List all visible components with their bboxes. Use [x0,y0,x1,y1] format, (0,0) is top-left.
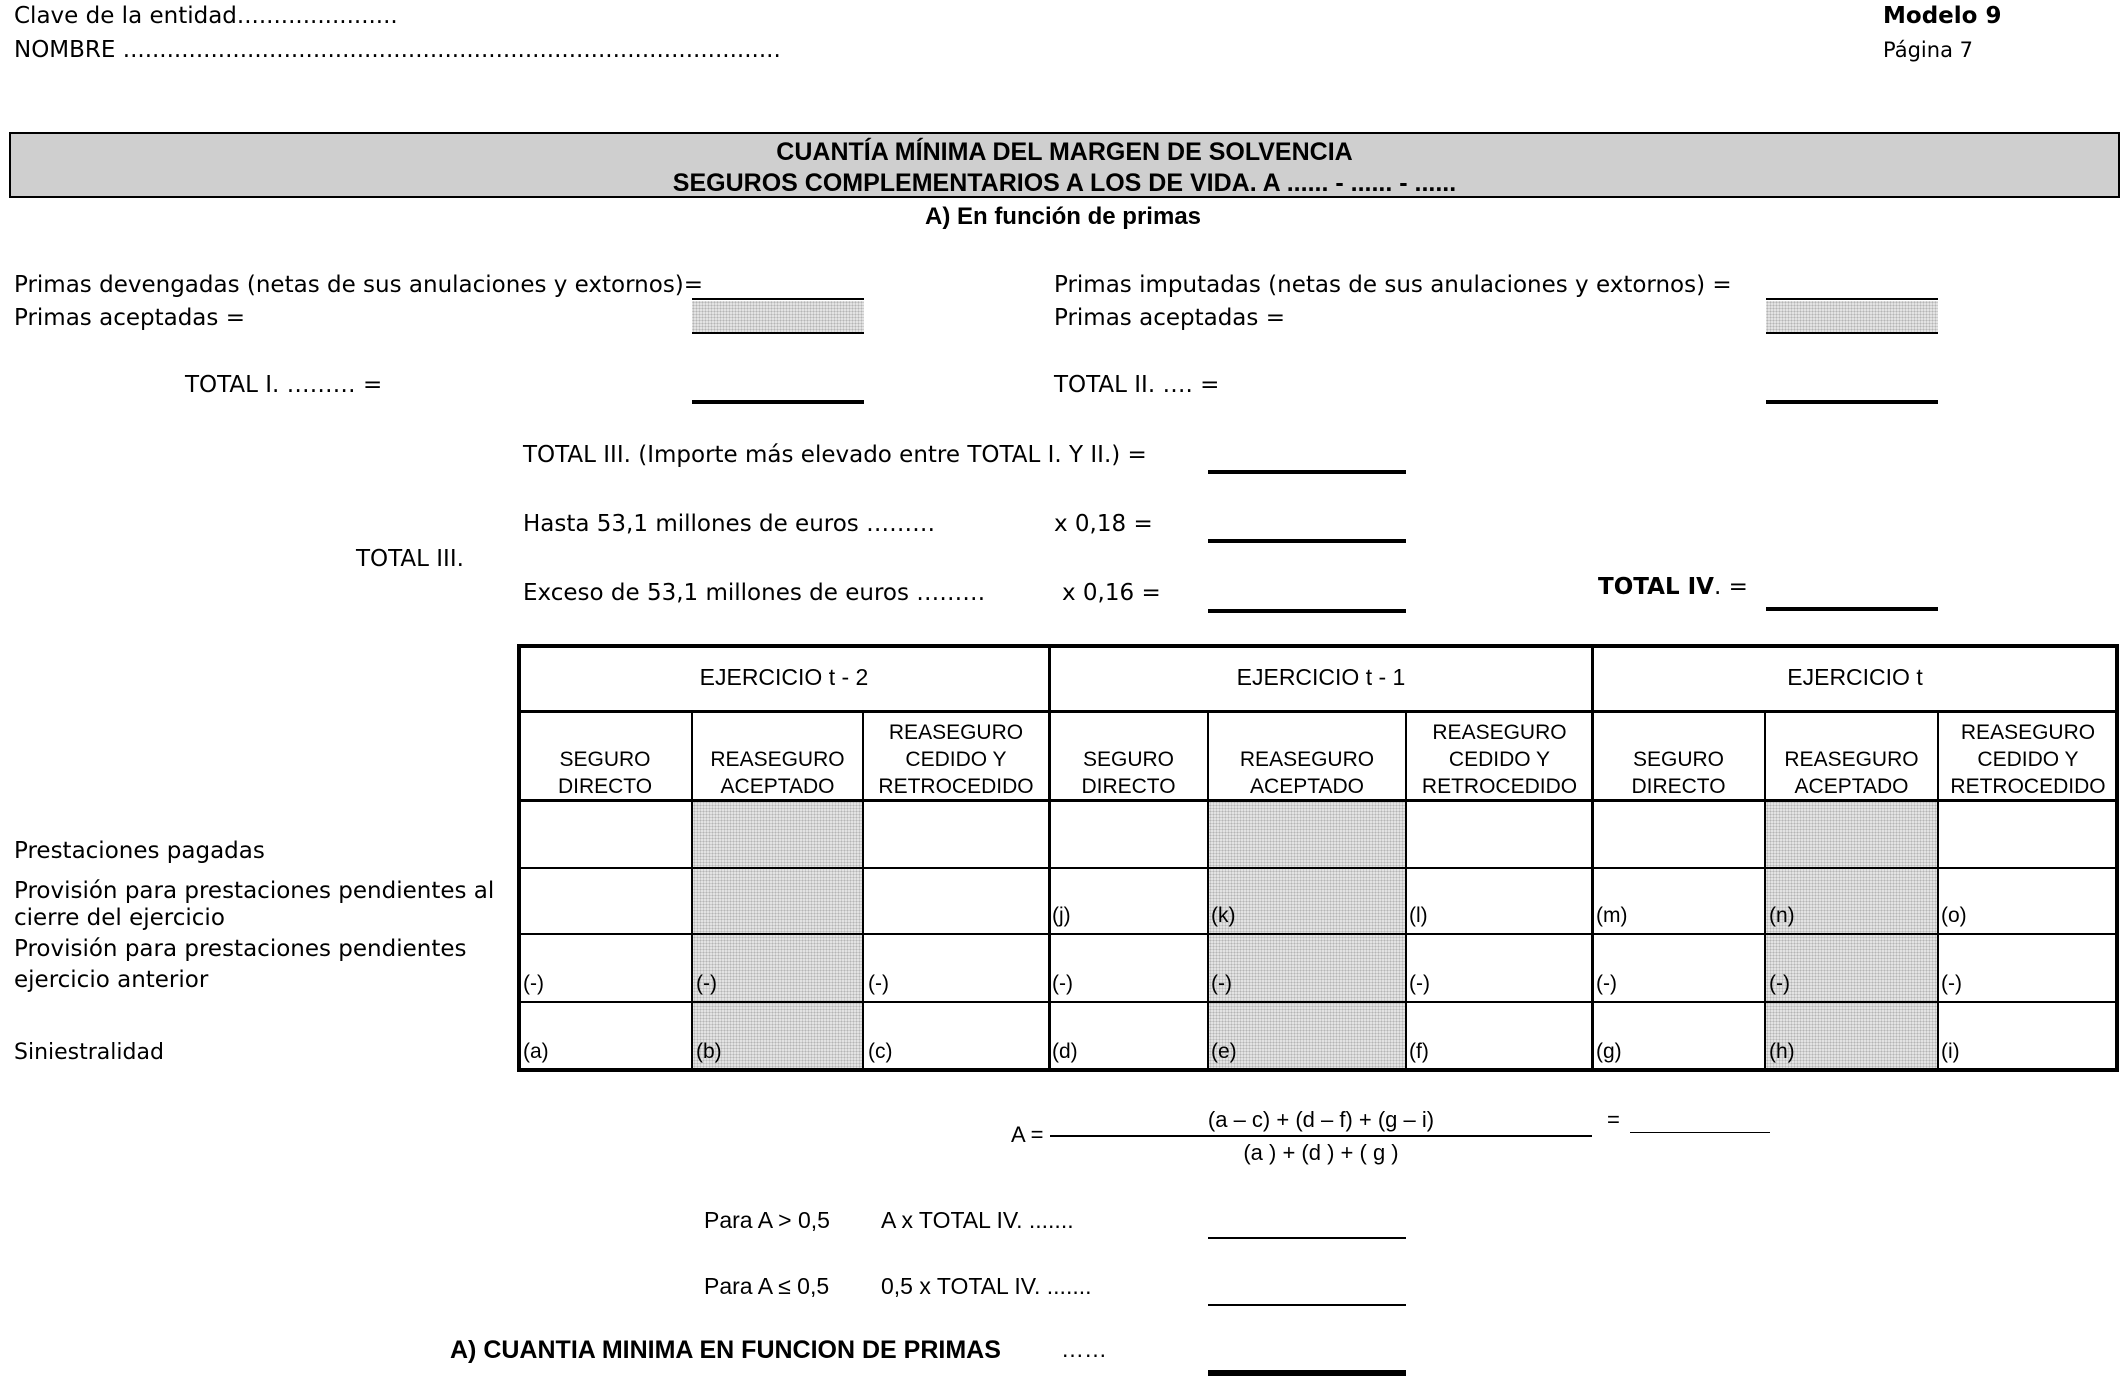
premiums-accepted-underline-right [1766,332,1938,334]
total-3-field[interactable] [1208,470,1406,474]
excess-result-field[interactable] [1208,609,1406,613]
premiums-accepted-field-right[interactable] [1766,301,1938,332]
col-header-ceded [1407,712,1592,800]
formula-lhs: A = [1011,1122,1044,1147]
group-header-t-1: EJERCICIO t - 1 [1236,664,1406,690]
total-4-label [1598,574,1748,600]
cell-marker: (e) [1211,1040,1237,1063]
col-header-line: RETROCEDIDO [878,775,1034,798]
col-header-line: RETROCEDIDO [1421,775,1578,798]
premiums-accepted-label-left: Primas aceptadas = [14,305,245,331]
cell-marker: (j) [1052,904,1071,927]
excess-factor: x 0,16 = [1062,580,1161,606]
col-header-line: REASEGURO [1239,748,1375,771]
model-number: Modelo 9 [1883,3,2002,29]
formula-numerator: (a – c) + (d – f) + (g – i) [1207,1107,1435,1132]
entity-name-label: NOMBRE .......................................................................................... [14,37,781,63]
row-label-loss-ratio: Siniestralidad [14,1040,164,1065]
condition-gt-value: A x TOTAL IV. ....... [881,1207,1074,1233]
cell-marker: (f) [1409,1040,1429,1063]
col-header-ceded [1939,712,2117,800]
col-header-line: REASEGURO [1432,721,1567,744]
cell-marker: (h) [1769,1040,1795,1063]
cell-marker: (-) [1052,972,1073,995]
group-header-t: EJERCICIO t [1787,664,1923,690]
col-header-line: RETROCEDIDO [1950,775,2106,798]
cell-marker: (-) [868,972,889,995]
cell-marker: (a) [523,1040,549,1063]
title-line-2: SEGUROS COMPLEMENTARIOS A LOS DE VIDA. A ...... - ...... - ...... [672,169,1457,197]
cell-marker: (n) [1769,904,1795,927]
condition-gt-label: Para A > 0,5 [704,1207,830,1233]
cell-marker: (-) [696,972,717,995]
premiums-accrued-field[interactable] [692,298,864,300]
excess-threshold-label: Exceso de 53,1 millones de euros ……… [523,580,986,606]
col-header-line: DIRECTO [557,775,653,798]
entity-key-label: Clave de la entidad...................... [14,3,398,29]
total-2-label: TOTAL II. …. = [1054,372,1220,398]
condition-gt-field[interactable] [1208,1237,1406,1239]
page-number: Página 7 [1883,38,1973,62]
col-header-ceded [864,712,1048,800]
row-divider [519,1001,2117,1003]
col-header-line: REASEGURO [710,748,845,771]
premiums-accepted-underline-left [692,332,864,334]
col-header-accepted [1209,712,1405,800]
final-amount-label: A) CUANTIA MINIMA EN FUNCION DE PRIMAS [450,1336,1001,1364]
cell-marker: (-) [1941,972,1962,995]
row-label-pending-prev-2: ejercicio anterior [14,967,209,993]
up-to-result-field[interactable] [1208,539,1406,543]
col-header-line: ACEPTADO [1794,775,1909,798]
total-4-field[interactable] [1766,607,1938,611]
total-2-field[interactable] [1766,400,1938,404]
premiums-accepted-field-left[interactable] [692,301,864,332]
col-header-direct [1593,712,1764,800]
condition-le-value: 0,5 x TOTAL IV. ....... [881,1273,1092,1299]
total-1-field[interactable] [692,400,864,404]
formula-result-field[interactable] [1630,1132,1770,1133]
up-to-threshold-label: Hasta 53,1 millones de euros ……… [523,511,936,537]
premiums-imputed-field[interactable] [1766,298,1938,300]
col-header-direct [519,712,691,800]
cell-marker: (l) [1409,904,1428,927]
total-3-side-label: TOTAL III. [356,546,464,572]
cell-marker: (i) [1941,1040,1960,1063]
cell-marker: (o) [1941,904,1967,927]
formula-equals: = [1607,1107,1620,1132]
col-header-direct [1050,712,1207,800]
col-header-line: REASEGURO [888,721,1024,744]
final-amount-field[interactable] [1208,1370,1406,1376]
col-header-line: DIRECTO [1631,775,1726,798]
cell-marker: (-) [1769,972,1790,995]
col-header-line: ACEPTADO [1250,775,1364,798]
col-header-line: CEDIDO Y [1977,748,2079,771]
cell-marker: (-) [1596,972,1617,995]
title-banner [9,132,2120,198]
cell-marker: (-) [1211,972,1232,995]
group-header-t-2: EJERCICIO t - 2 [699,664,869,690]
col-header-line: SEGURO [559,748,651,771]
cell-marker: (k) [1211,904,1236,927]
col-header-line: CEDIDO Y [905,748,1007,771]
row-label-pending-prev: Provisión para prestaciones pendientes [14,936,467,962]
col-header-line: CEDIDO Y [1448,748,1551,771]
premiums-accrued-label: Primas devengadas (netas de sus anulaciones y extornos)= [14,272,704,298]
total-3-description: TOTAL III. (Importe más elevado entre TOTAL I. Y II.) = [523,442,1147,468]
col-header-accepted [1766,712,1937,800]
col-header-accepted [693,712,862,800]
cell-marker: (-) [1409,972,1430,995]
row-label-pending-close-2: cierre del ejercicio [14,905,225,931]
row-divider [519,933,2117,935]
row-label-pending-close: Provisión para prestaciones pendientes al [14,878,495,904]
col-header-line: REASEGURO [1960,721,2096,744]
final-amount-dots: …… [1061,1336,1107,1362]
cell-marker: (m) [1596,904,1628,927]
col-header-line: DIRECTO [1081,775,1176,798]
col-header-line: SEGURO [1082,748,1174,771]
col-header-line: REASEGURO [1784,748,1919,771]
total-4-suffix: . = [1713,574,1748,600]
col-header-line: SEGURO [1632,748,1724,771]
cell-marker: (-) [523,972,544,995]
condition-le-label: Para A ≤ 0,5 [704,1273,830,1299]
total-4-label-text: TOTAL IV [1598,574,1714,600]
cell-marker: (c) [868,1040,893,1063]
title-line-1: CUANTÍA MÍNIMA DEL MARGEN DE SOLVENCIA [776,138,1353,166]
cell-marker: (b) [696,1040,722,1063]
col-header-line: ACEPTADO [720,775,835,798]
premiums-imputed-label: Primas imputadas (netas de sus anulaciones y extornos) = [1054,272,1732,298]
section-heading: A) En función de primas [924,203,1202,230]
row-divider [519,867,2117,869]
condition-le-field[interactable] [1208,1304,1406,1306]
premiums-accepted-label-right: Primas aceptadas = [1054,305,1285,331]
cell-marker: (g) [1596,1040,1622,1063]
up-to-factor: x 0,18 = [1054,511,1153,537]
formula-denominator: (a ) + (d ) + ( g ) [1243,1140,1399,1165]
cell-marker: (d) [1052,1040,1078,1063]
claims-table [517,644,2119,1072]
total-1-label: TOTAL I. ……… = [185,372,383,398]
fraction-bar [1050,1135,1592,1137]
row-label-paid: Prestaciones pagadas [14,838,265,864]
